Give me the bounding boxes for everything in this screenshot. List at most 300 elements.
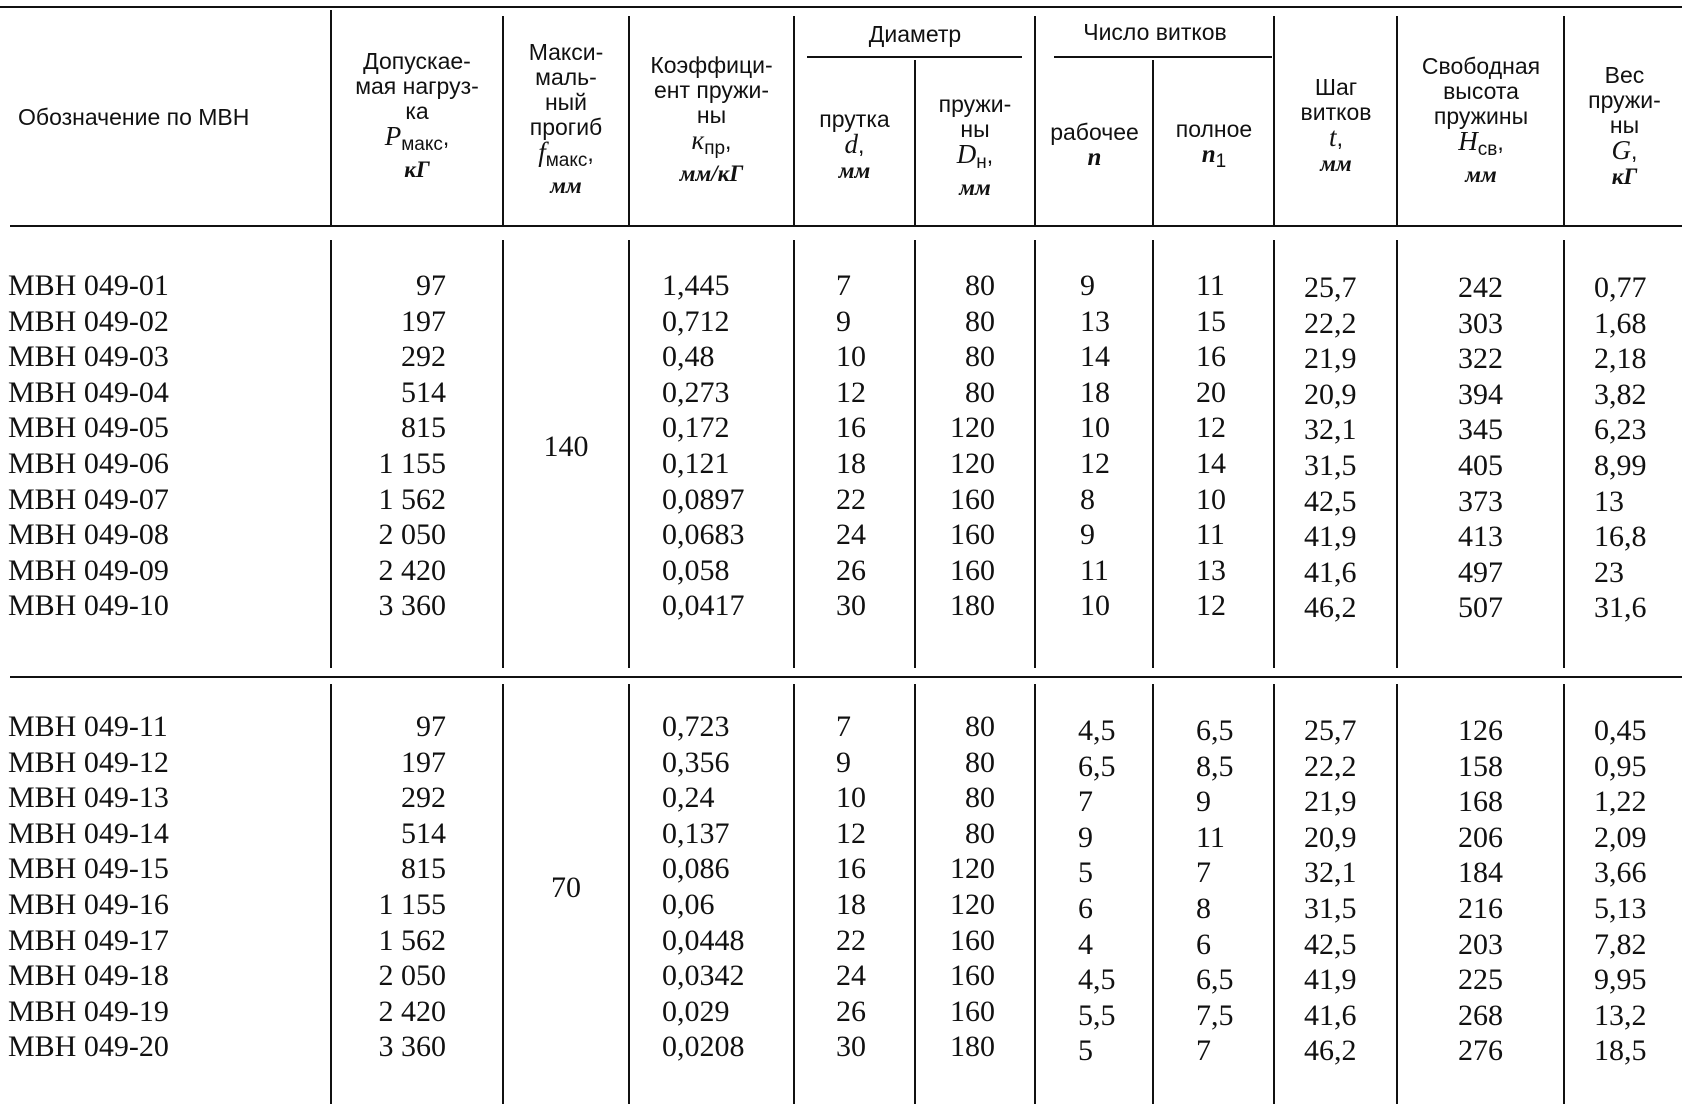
table-cell: 7,5 bbox=[1196, 998, 1234, 1032]
table-cell: 14 bbox=[1196, 446, 1226, 480]
table-cell: 22 bbox=[836, 923, 866, 957]
table-cell: 11 bbox=[1196, 820, 1225, 854]
table-cell: 514 bbox=[401, 375, 446, 409]
table-cell: 5 bbox=[1078, 1034, 1093, 1068]
table-cell: 32,1 bbox=[1304, 856, 1357, 890]
table-cell: 80 bbox=[965, 340, 995, 374]
table-cell: 18,5 bbox=[1594, 1034, 1647, 1068]
turns-group-label: Число витков bbox=[1083, 18, 1227, 45]
table-cell: 10 bbox=[836, 340, 866, 374]
table-cell: 20,9 bbox=[1304, 820, 1357, 854]
body-vrule bbox=[914, 684, 916, 1104]
max-deflection-value: 140 bbox=[543, 430, 589, 463]
table-cell: 120 bbox=[950, 887, 995, 921]
header-working-turns bbox=[1038, 110, 1151, 180]
table-cell: 13,2 bbox=[1594, 998, 1647, 1032]
table-cell: 815 bbox=[401, 852, 446, 886]
diameter-group-rule bbox=[807, 56, 1022, 58]
table-cell: 13 bbox=[1594, 484, 1624, 518]
table-cell: 120 bbox=[950, 446, 995, 480]
table-cell: 30 bbox=[836, 1030, 866, 1064]
table-cell: МВН 049-02 bbox=[8, 304, 169, 338]
free-height-header-line: пружины bbox=[1433, 102, 1529, 129]
body-vrule bbox=[1563, 684, 1565, 1104]
rod-diameter-column bbox=[836, 709, 911, 1065]
diameter-group-label: Диаметр bbox=[868, 20, 962, 47]
header-vrule bbox=[1396, 16, 1398, 225]
table-cell: 180 bbox=[950, 589, 995, 623]
table-cell: МВН 049-11 bbox=[8, 710, 168, 743]
free-height-column bbox=[1458, 713, 1558, 1069]
full-header-symbol bbox=[1202, 142, 1226, 174]
table-cell: 0,172 bbox=[662, 411, 730, 445]
table-cell: МВН 049-10 bbox=[8, 589, 169, 623]
symbol: n bbox=[1087, 144, 1102, 171]
body-vrule bbox=[1034, 684, 1036, 1104]
turns-group-rule bbox=[1054, 56, 1272, 58]
table-cell: 3 360 bbox=[378, 589, 446, 623]
header-vrule bbox=[330, 10, 332, 225]
header-vrule bbox=[1034, 16, 1036, 225]
load-header-unit: кГ bbox=[404, 156, 430, 182]
table-cell: 0,0897 bbox=[662, 482, 745, 516]
body-vrule bbox=[628, 240, 630, 668]
spring-diameter-column bbox=[918, 268, 995, 624]
header-vrule bbox=[914, 60, 916, 225]
table-cell: 15 bbox=[1196, 304, 1226, 338]
header-free-height bbox=[1400, 40, 1562, 200]
table-cell: 3,66 bbox=[1594, 856, 1647, 890]
table-cell: 80 bbox=[965, 816, 995, 850]
header-bottom-rule bbox=[10, 225, 1682, 227]
table-cell: 160 bbox=[950, 553, 995, 587]
table-cell: 11 bbox=[1196, 269, 1225, 302]
working-turns-column bbox=[1080, 268, 1150, 624]
table-cell: 2 050 bbox=[378, 959, 446, 993]
spring-header-symbol: $D_н$, bbox=[956, 139, 994, 173]
table-cell: МВН 049-16 bbox=[8, 887, 169, 921]
working-header-line: рабочее bbox=[1050, 119, 1139, 145]
table-cell: 11 bbox=[1196, 518, 1225, 552]
body-vrule bbox=[1273, 684, 1275, 1104]
table-cell: 7 bbox=[836, 710, 851, 743]
header-full-turns bbox=[1156, 110, 1272, 180]
table-cell: 5,13 bbox=[1594, 891, 1647, 925]
table-cell: 0,356 bbox=[662, 745, 730, 779]
table-cell: 22,2 bbox=[1304, 306, 1357, 340]
table-cell: 7 bbox=[1196, 1034, 1211, 1068]
rod-header-line: прутка bbox=[819, 106, 890, 132]
table-cell: 7 bbox=[1196, 856, 1211, 890]
table-cell: 16 bbox=[836, 411, 866, 445]
table-cell: 0,273 bbox=[662, 375, 730, 409]
table-cell: МВН 049-06 bbox=[8, 446, 169, 480]
deflection-header-line: маль- bbox=[535, 64, 597, 90]
table-cell: 2,09 bbox=[1594, 820, 1647, 854]
table-cell: 13 bbox=[1080, 304, 1110, 338]
table-cell: 413 bbox=[1458, 520, 1503, 554]
symbol: d bbox=[844, 129, 859, 159]
body-vrule bbox=[1396, 240, 1398, 668]
header-designation: Обозначение по МВН bbox=[18, 104, 250, 130]
body-vrule bbox=[1273, 240, 1275, 668]
symbol: f bbox=[538, 137, 546, 167]
weight-column bbox=[1594, 713, 1682, 1069]
deflection-header-line: ный bbox=[544, 89, 588, 115]
pitch-header-line: Шаг bbox=[1314, 73, 1358, 100]
table-cell: 13 bbox=[1196, 553, 1226, 587]
table-cell: 23 bbox=[1594, 555, 1624, 589]
header-diameter-group bbox=[797, 14, 1033, 54]
table-cell: 42,5 bbox=[1304, 927, 1357, 961]
table-cell: 6,23 bbox=[1594, 413, 1647, 447]
body-vrule bbox=[1396, 684, 1398, 1104]
header-spring-diameter bbox=[918, 76, 1032, 216]
table-cell: 24 bbox=[836, 518, 866, 552]
header-vrule bbox=[502, 16, 504, 225]
table-cell: 97 bbox=[416, 269, 446, 302]
table-cell: 97 bbox=[416, 710, 446, 743]
table-cell: МВН 049-07 bbox=[8, 482, 169, 516]
table-cell: МВН 049-15 bbox=[8, 852, 169, 886]
table-cell: 180 bbox=[950, 1030, 995, 1064]
symbol-subscript: макс bbox=[545, 150, 588, 171]
top-rule bbox=[0, 6, 1682, 8]
deflection-header-symbol: $f_{макс}$, bbox=[538, 137, 594, 171]
free-height-header-line: высота bbox=[1443, 77, 1519, 104]
rod-header-symbol: d, bbox=[844, 129, 865, 159]
weight-header-line: Вес bbox=[1604, 62, 1645, 88]
designation-column bbox=[8, 709, 308, 1065]
table-cell: 160 bbox=[950, 959, 995, 993]
table-cell: 6,5 bbox=[1196, 963, 1234, 997]
working-turns-column bbox=[1078, 713, 1148, 1069]
symbol: G bbox=[1611, 135, 1632, 165]
table-cell: 11 bbox=[1080, 553, 1109, 587]
table-cell: 4,5 bbox=[1078, 714, 1116, 747]
table-cell: 216 bbox=[1458, 891, 1503, 925]
table-cell: 6,5 bbox=[1078, 749, 1116, 783]
table-cell: 1 562 bbox=[378, 482, 446, 516]
table-cell: 9 bbox=[1078, 820, 1093, 854]
coefficient-column bbox=[662, 709, 792, 1065]
load-header-line: Допускае- bbox=[363, 47, 471, 74]
body-vrule bbox=[628, 684, 630, 1104]
header-pitch bbox=[1277, 60, 1395, 190]
table-cell: 21,9 bbox=[1304, 785, 1357, 819]
table-cell: 160 bbox=[950, 482, 995, 516]
table-cell: 10 bbox=[1196, 482, 1226, 516]
body-vrule bbox=[914, 240, 916, 668]
full-header-line: полное bbox=[1175, 115, 1253, 142]
table-cell: 80 bbox=[965, 304, 995, 338]
symbol: к bbox=[691, 124, 705, 155]
coefficient-column bbox=[662, 268, 792, 624]
header-coefficient bbox=[632, 34, 791, 204]
header-load bbox=[334, 30, 500, 200]
table-cell: 41,9 bbox=[1304, 520, 1357, 554]
load-column bbox=[334, 268, 446, 624]
table-cell: 0,95 bbox=[1594, 749, 1647, 783]
full-turns-column bbox=[1196, 713, 1271, 1069]
table-cell: 18 bbox=[1080, 375, 1110, 409]
symbol: P bbox=[384, 120, 402, 151]
table-cell: 10 bbox=[1080, 411, 1110, 445]
table-cell: МВН 049-09 bbox=[8, 553, 169, 587]
table-cell: 160 bbox=[950, 994, 995, 1028]
table-cell: 42,5 bbox=[1304, 484, 1357, 518]
deflection-header-line: прогиб bbox=[529, 114, 603, 140]
load-column bbox=[334, 709, 446, 1065]
free-height-column bbox=[1458, 270, 1558, 626]
header-vrule bbox=[1273, 16, 1275, 225]
table-cell: 1 155 bbox=[378, 446, 446, 480]
table-cell: 0,77 bbox=[1594, 271, 1647, 304]
table-cell: 30 bbox=[836, 589, 866, 623]
table-cell: 0,723 bbox=[662, 710, 730, 743]
table-cell: 2,18 bbox=[1594, 342, 1647, 376]
symbol: D bbox=[956, 139, 977, 169]
table-cell: 26 bbox=[836, 553, 866, 587]
table-cell: 507 bbox=[1458, 591, 1503, 625]
table-cell: 1,68 bbox=[1594, 306, 1647, 340]
table-cell: 9 bbox=[836, 745, 851, 779]
table-cell: 0,0448 bbox=[662, 923, 745, 957]
table-cell: 18 bbox=[836, 887, 866, 921]
coefficient-header-unit: мм/кГ bbox=[679, 160, 744, 186]
table-cell: 197 bbox=[401, 745, 446, 779]
table-cell: 5 bbox=[1078, 856, 1093, 890]
table-cell: МВН 049-18 bbox=[8, 959, 169, 993]
table-cell: 0,086 bbox=[662, 852, 730, 886]
table-cell: 3,82 bbox=[1594, 377, 1647, 411]
table-cell: 9 bbox=[1080, 518, 1095, 552]
table-cell: 0,0208 bbox=[662, 1030, 745, 1064]
table-cell: 197 bbox=[401, 304, 446, 338]
table-cell: 7 bbox=[1078, 785, 1093, 819]
body-vrule bbox=[502, 240, 504, 668]
free-height-header-symbol: $H_{св}$, bbox=[1458, 125, 1504, 160]
table-cell: 12 bbox=[836, 375, 866, 409]
table-cell: 1 562 bbox=[378, 923, 446, 957]
table-cell: 8,99 bbox=[1594, 448, 1647, 482]
table-cell: 22,2 bbox=[1304, 749, 1357, 783]
body-vrule bbox=[793, 684, 795, 1104]
header-weight bbox=[1567, 46, 1682, 206]
body-vrule bbox=[1563, 240, 1565, 668]
table-cell: 2 050 bbox=[378, 518, 446, 552]
table-cell: 8 bbox=[1080, 482, 1095, 516]
table-cell: 6 bbox=[1078, 891, 1093, 925]
table-cell: 3 360 bbox=[378, 1030, 446, 1064]
table-cell: МВН 049-20 bbox=[8, 1030, 169, 1064]
header-deflection bbox=[506, 24, 626, 214]
table-cell: 41,9 bbox=[1304, 963, 1357, 997]
table-cell: 394 bbox=[1458, 377, 1503, 411]
table-cell: 20 bbox=[1196, 375, 1226, 409]
table-cell: 9,95 bbox=[1594, 963, 1647, 997]
table-cell: 16 bbox=[1196, 340, 1226, 374]
table-cell: 4,5 bbox=[1078, 963, 1116, 997]
table-cell: 276 bbox=[1458, 1034, 1503, 1068]
table-cell: 31,6 bbox=[1594, 591, 1647, 625]
body-vrule bbox=[330, 240, 332, 668]
table-cell: 126 bbox=[1458, 714, 1503, 747]
table-cell: 8,5 bbox=[1196, 749, 1234, 783]
designation-column bbox=[8, 268, 308, 624]
free-height-header-line: Свободная bbox=[1421, 52, 1541, 79]
spring-header-unit: мм bbox=[959, 175, 991, 200]
table-cell: 10 bbox=[836, 781, 866, 815]
table-cell: 225 bbox=[1458, 963, 1503, 997]
table-cell: 22 bbox=[836, 482, 866, 516]
table-cell: 206 bbox=[1458, 820, 1503, 854]
table-cell: 9 bbox=[1196, 785, 1211, 819]
table-cell: 80 bbox=[965, 710, 995, 743]
deflection-header-unit: мм bbox=[550, 173, 582, 198]
table-cell: 12 bbox=[1196, 589, 1226, 623]
table-cell: 80 bbox=[965, 375, 995, 409]
table-cell: 0,0342 bbox=[662, 959, 745, 993]
symbol: t bbox=[1329, 121, 1337, 152]
table-cell: МВН 049-19 bbox=[8, 994, 169, 1028]
table-cell: 7,82 bbox=[1594, 927, 1647, 961]
weight-header-unit: кГ bbox=[1611, 164, 1638, 189]
table-cell: 32,1 bbox=[1304, 413, 1357, 447]
full-turns-column bbox=[1196, 268, 1271, 624]
table-cell: 31,5 bbox=[1304, 891, 1357, 925]
symbol-subscript: св bbox=[1477, 138, 1498, 160]
pitch-header-line: витков bbox=[1300, 98, 1372, 125]
table-cell: 1,445 bbox=[662, 269, 730, 302]
table-cell: 80 bbox=[965, 781, 995, 815]
table-cell: 0,0417 bbox=[662, 589, 745, 623]
symbol-subscript: н bbox=[976, 152, 987, 173]
table-cell: 26 bbox=[836, 994, 866, 1028]
spring-header-line: ны bbox=[960, 116, 990, 142]
symbol: n bbox=[1201, 140, 1216, 168]
table-cell: 6,5 bbox=[1196, 714, 1234, 747]
load-header-line: мая нагруз- bbox=[355, 72, 479, 99]
free-height-header-unit: мм bbox=[1465, 161, 1497, 187]
table-cell: 268 bbox=[1458, 998, 1503, 1032]
table-cell: 12 bbox=[836, 816, 866, 850]
table-cell: 292 bbox=[401, 340, 446, 374]
table-cell: 168 bbox=[1458, 785, 1503, 819]
body-vrule bbox=[1034, 240, 1036, 668]
table-cell: МВН 049-01 bbox=[8, 269, 169, 302]
pitch-column bbox=[1304, 270, 1394, 626]
table-cell: 9 bbox=[836, 304, 851, 338]
table-cell: 16 bbox=[836, 852, 866, 886]
table-cell: МВН 049-12 bbox=[8, 745, 169, 779]
table-cell: 46,2 bbox=[1304, 1034, 1357, 1068]
table-cell: 373 bbox=[1458, 484, 1503, 518]
table-cell: 9 bbox=[1080, 269, 1095, 302]
table-cell: МВН 049-08 bbox=[8, 518, 169, 552]
header-turns-group bbox=[1038, 12, 1272, 52]
rod-diameter-column bbox=[836, 268, 911, 624]
table-cell: 14 bbox=[1080, 340, 1110, 374]
table-cell: МВН 049-04 bbox=[8, 375, 169, 409]
symbol: H bbox=[1458, 125, 1478, 156]
table-cell: 18 bbox=[836, 446, 866, 480]
table-cell: 2 420 bbox=[378, 994, 446, 1028]
table-cell: 1 155 bbox=[378, 887, 446, 921]
table-cell: 12 bbox=[1196, 411, 1226, 445]
table-cell: 514 bbox=[401, 816, 446, 850]
body-vrule bbox=[1152, 684, 1154, 1104]
coefficient-header-line: ент пружи- bbox=[653, 76, 770, 103]
table-cell: 41,6 bbox=[1304, 555, 1357, 589]
table-cell: 120 bbox=[950, 411, 995, 445]
table-cell: 5,5 bbox=[1078, 998, 1116, 1032]
table-cell: 16,8 bbox=[1594, 520, 1647, 554]
table-cell: 120 bbox=[950, 852, 995, 886]
table-cell: 25,7 bbox=[1304, 714, 1357, 747]
table-cell: 0,06 bbox=[662, 887, 715, 921]
body-vrule bbox=[1152, 240, 1154, 668]
table-cell: МВН 049-03 bbox=[8, 340, 169, 374]
table-cell: 31,5 bbox=[1304, 448, 1357, 482]
table-cell: 0,029 bbox=[662, 994, 730, 1028]
table-cell: 160 bbox=[950, 923, 995, 957]
table-cell: 0,137 bbox=[662, 816, 730, 850]
coefficient-header-line: Коэффици- bbox=[650, 51, 773, 78]
table-cell: 21,9 bbox=[1304, 342, 1357, 376]
table-cell: МВН 049-05 bbox=[8, 411, 169, 445]
weight-header-line: ны bbox=[1609, 112, 1640, 138]
table-cell: 203 bbox=[1458, 927, 1503, 961]
weight-header-line: пружи- bbox=[1588, 87, 1661, 113]
pitch-header-unit: мм bbox=[1320, 150, 1352, 176]
table-cell: 0,24 bbox=[662, 781, 715, 815]
table-cell: МВН 049-13 bbox=[8, 781, 169, 815]
table-cell: 1,22 bbox=[1594, 785, 1647, 819]
table-cell: МВН 049-14 bbox=[8, 816, 169, 850]
load-header-symbol: $P_{макс}$, bbox=[384, 120, 450, 155]
pitch-header-symbol: t, bbox=[1329, 121, 1343, 152]
coefficient-header-line: ны bbox=[696, 101, 727, 128]
table-cell: 303 bbox=[1458, 306, 1503, 340]
table-cell: 0,48 bbox=[662, 340, 715, 374]
weight-header-symbol: G, bbox=[1611, 135, 1638, 165]
table-cell: 292 bbox=[401, 781, 446, 815]
table-cell: 12 bbox=[1080, 446, 1110, 480]
table-cell: 0,45 bbox=[1594, 714, 1647, 747]
table-cell: 0,0683 bbox=[662, 518, 745, 552]
table-cell: 0,058 bbox=[662, 553, 730, 587]
rod-header-unit: мм bbox=[838, 158, 871, 183]
spring-diameter-column bbox=[918, 709, 995, 1065]
table-cell: 345 bbox=[1458, 413, 1503, 447]
table-cell: 0,712 bbox=[662, 304, 730, 338]
table-cell: 20,9 bbox=[1304, 377, 1357, 411]
max-deflection-value: 70 bbox=[551, 871, 581, 904]
table-cell: 405 bbox=[1458, 448, 1503, 482]
pitch-column bbox=[1304, 713, 1394, 1069]
symbol-subscript: пр bbox=[704, 137, 726, 159]
weight-column bbox=[1594, 270, 1682, 626]
table-cell: 7 bbox=[836, 269, 851, 302]
table-cell: 184 bbox=[1458, 856, 1503, 890]
header-rod-diameter bbox=[797, 90, 912, 200]
table-cell: 24 bbox=[836, 959, 866, 993]
table-cell: 6 bbox=[1196, 927, 1211, 961]
symbol-subscript: макс bbox=[401, 133, 443, 155]
table-cell: 158 bbox=[1458, 749, 1503, 783]
table-cell: 322 bbox=[1458, 342, 1503, 376]
